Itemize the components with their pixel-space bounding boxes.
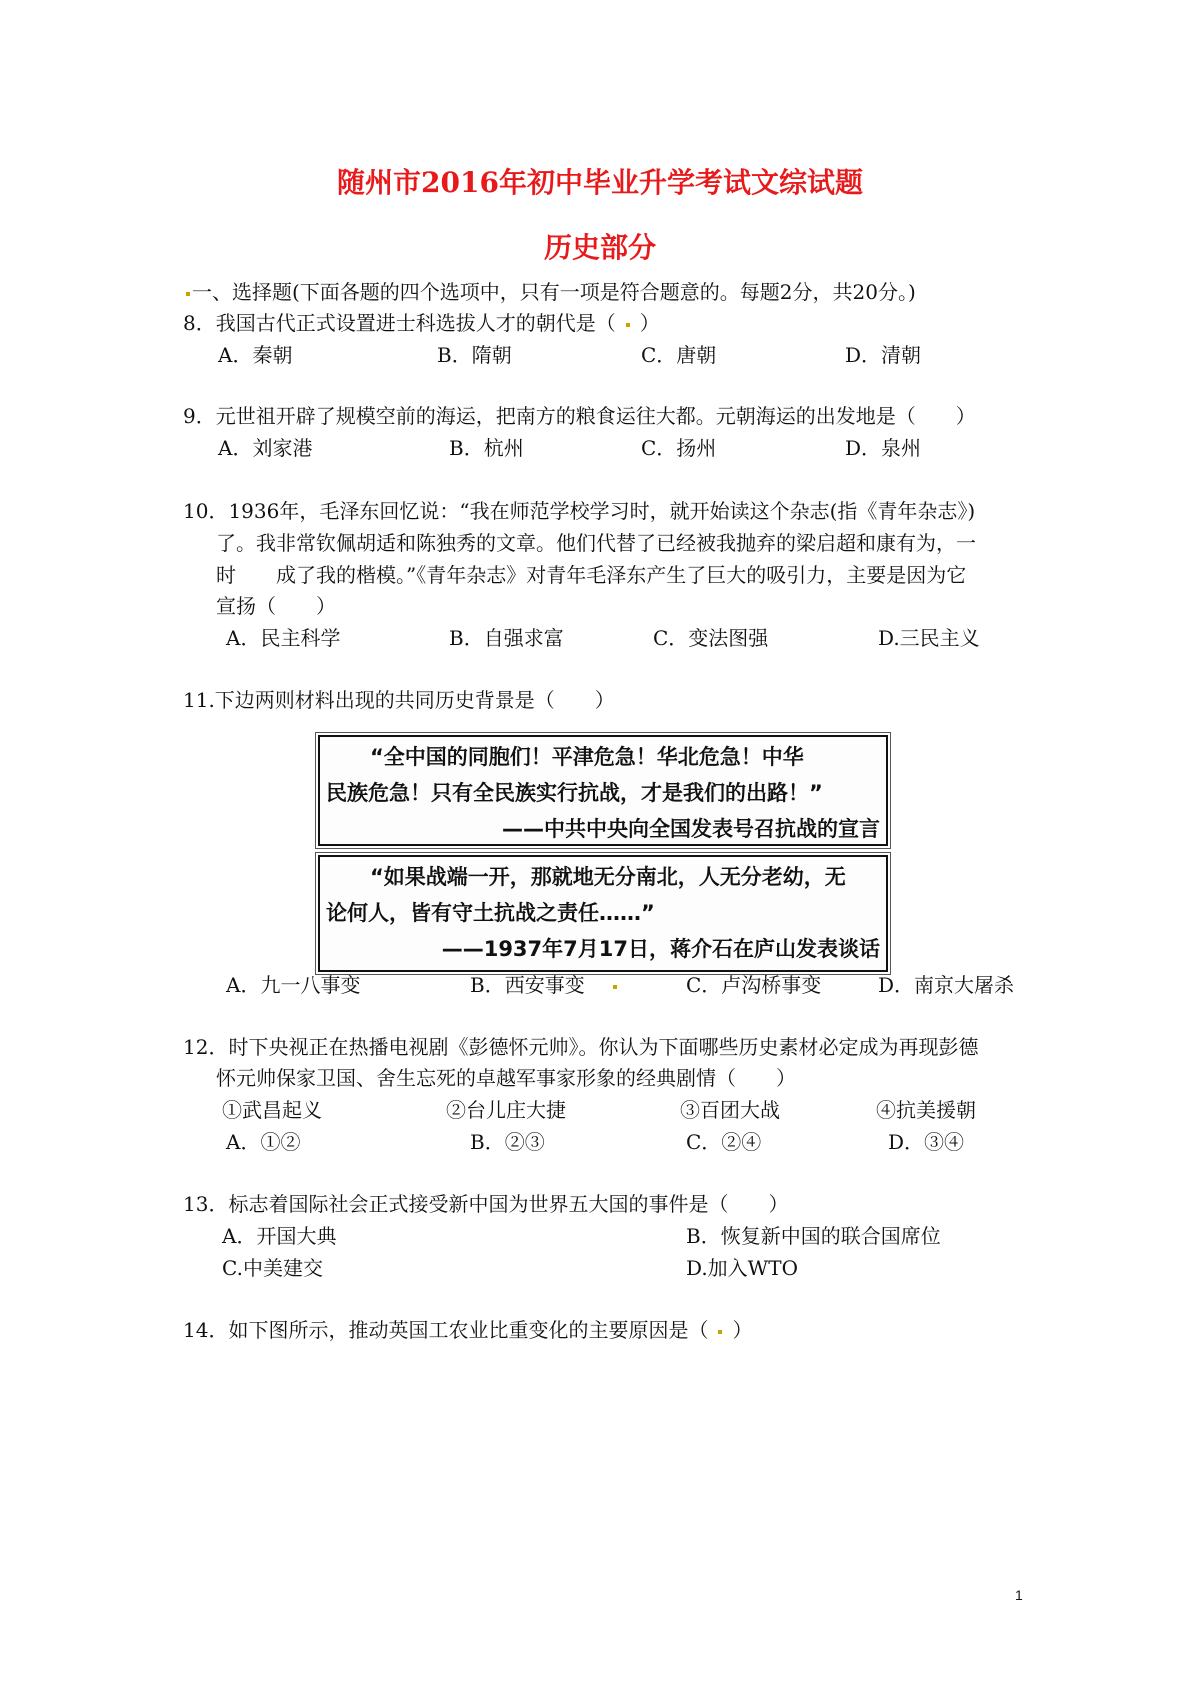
q10-option-a[interactable]: A．民主科学 xyxy=(226,626,341,650)
q11-option-d[interactable]: D．南京大屠杀 xyxy=(878,973,1015,997)
q9-option-a[interactable]: A．刘家港 xyxy=(218,436,313,460)
mark-dot xyxy=(626,323,630,327)
question-10-line-1: 10．1936年，毛泽东回忆说：“我在师范学校学习时，就开始读这个杂志(指《青年杂志》) xyxy=(183,499,976,523)
q12-item-2: ②台儿庄大捷 xyxy=(446,1098,566,1122)
q10-option-c[interactable]: C．变法图强 xyxy=(653,626,769,650)
question-8: 8．我国古代正式设置进士科选拔人才的朝代是（ ） xyxy=(183,311,660,335)
q13-option-d[interactable]: D.加入WTO xyxy=(686,1256,798,1280)
q11-option-b[interactable]: B．西安事变 xyxy=(470,971,623,999)
question-13: 13．标志着国际社会正式接受新中国为世界五大国的事件是（ ） xyxy=(183,1192,789,1216)
q8-option-d[interactable]: D．清朝 xyxy=(845,343,922,367)
quote-1-line-2: 民族危急！只有全民族实行抗战，才是我们的出路！” xyxy=(326,781,823,805)
q10-option-d[interactable]: D.三民主义 xyxy=(878,626,980,650)
q13-option-c[interactable]: C.中美建交 xyxy=(222,1256,323,1280)
q12-item-3: ③百团大战 xyxy=(680,1098,780,1122)
quote-box-2 xyxy=(318,855,888,972)
question-11: 11.下边两则材料出现的共同历史背景是（ ） xyxy=(183,688,615,712)
quote-1-line-1: “全中国的同胞们！平津危急！华北危急！中华 xyxy=(370,745,804,769)
q10-option-b[interactable]: B．自强求富 xyxy=(449,626,564,650)
q9-option-c[interactable]: C．扬州 xyxy=(641,436,717,460)
q12-option-b[interactable]: B．②③ xyxy=(470,1130,545,1154)
quote-2-line-1: “如果战端一开，那就地无分南北，人无分老幼，无 xyxy=(370,865,846,889)
mark-dot xyxy=(613,985,617,989)
question-10-line-4: 宣扬（ ） xyxy=(216,594,336,618)
page-number: 1 xyxy=(1015,1587,1023,1603)
section-heading: 一、选择题(下面各题的四个选项中，只有一项是符合题意的。每题2分，共20分。) xyxy=(186,278,916,306)
page-title: 随州市2016年初中毕业升学考试文综试题 xyxy=(337,166,863,199)
quote-2-line-2: 论何人，皆有守土抗战之责任……” xyxy=(326,901,655,925)
q13-option-a[interactable]: A．开国大典 xyxy=(222,1224,337,1248)
q8-option-c[interactable]: C．唐朝 xyxy=(641,343,717,367)
mark-dot xyxy=(718,1330,722,1334)
q11-option-a[interactable]: A．九一八事变 xyxy=(226,973,361,997)
q9-option-d[interactable]: D．泉州 xyxy=(845,436,922,460)
quote-2-source: ——1937年7月17日，蒋介石在庐山发表谈话 xyxy=(441,937,880,961)
question-12-line-1: 12．时下央视正在热播电视剧《彭德怀元帅》。你认为下面哪些历史素材必定成为再现彭德 xyxy=(183,1035,979,1059)
q9-option-b[interactable]: B．杭州 xyxy=(449,436,524,460)
q12-option-c[interactable]: C．②④ xyxy=(686,1130,762,1154)
question-10-line-3: 时 成了我的楷模。”《青年杂志》对青年毛泽东产生了巨大的吸引力，主要是因为它 xyxy=(216,563,967,587)
q12-item-4: ④抗美援朝 xyxy=(876,1098,976,1122)
q8-option-a[interactable]: A．秦朝 xyxy=(218,343,293,367)
q12-option-d[interactable]: D．③④ xyxy=(888,1130,965,1154)
q8-option-b[interactable]: B．隋朝 xyxy=(437,343,512,367)
q11-option-c[interactable]: C．卢沟桥事变 xyxy=(686,973,822,997)
question-14: 14．如下图所示，推动英国工农业比重变化的主要原因是（ ） xyxy=(183,1318,753,1342)
question-9: 9．元世祖开辟了规模空前的海运，把南方的粮食运往大都。元朝海运的出发地是（ ） xyxy=(183,404,976,428)
quote-box-1 xyxy=(318,735,888,846)
question-10-line-2: 了。我非常钦佩胡适和陈独秀的文章。他们代替了已经被我抛弃的梁启超和康有为，一 xyxy=(216,531,976,555)
mark-dot xyxy=(186,292,190,296)
q12-item-1: ①武昌起义 xyxy=(222,1098,322,1122)
q13-option-b[interactable]: B．恢复新中国的联合国席位 xyxy=(686,1224,941,1248)
page-subtitle: 历史部分 xyxy=(543,231,656,264)
question-12-line-2: 怀元帅保家卫国、舍生忘死的卓越军事家形象的经典剧情（ ） xyxy=(216,1066,796,1090)
quote-1-source: ——中共中央向全国发表号召抗战的宣言 xyxy=(502,817,880,841)
q12-option-a[interactable]: A．①② xyxy=(226,1130,301,1154)
